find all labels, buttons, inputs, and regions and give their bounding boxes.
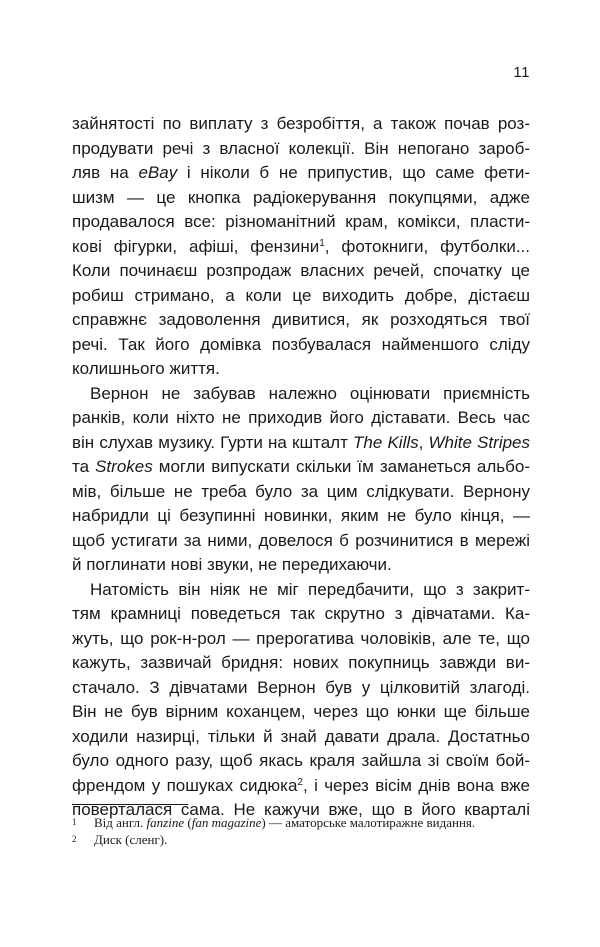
text-run: поверталася сама. Не кажучи вже, що в його кварталі bbox=[72, 800, 530, 819]
text-line bbox=[72, 553, 530, 578]
text-run: Від англ. bbox=[94, 815, 147, 830]
text-run: ) — аматорське малотиражне видання. bbox=[261, 815, 476, 830]
page-number: 11 bbox=[513, 64, 530, 81]
text-line bbox=[72, 186, 530, 211]
paragraph bbox=[72, 578, 530, 823]
text-run: та bbox=[72, 457, 96, 476]
text-run: жуть, що рок-н-рол — прерогатива чоловіків, але те, що bbox=[72, 628, 530, 648]
footnote-mark: 2 bbox=[72, 834, 77, 844]
text-run: френдом у пошуках сидюка bbox=[72, 775, 298, 795]
text-run: ляв на bbox=[72, 163, 139, 182]
text-run: могли випускати скільки їм заманеться альбо- bbox=[152, 457, 530, 476]
text-line bbox=[72, 504, 530, 529]
footnote-separator bbox=[72, 804, 188, 805]
text-line bbox=[72, 749, 530, 774]
text-run: справжнє задоволення дивитися, як розходяться твої bbox=[72, 310, 530, 329]
text-run: мів, більше не треба було за цим слідкувати. Вернону bbox=[72, 481, 530, 501]
footnote-reference: 2 bbox=[297, 776, 303, 788]
text-run: і ніколи б не припустив, що саме фети- bbox=[177, 163, 530, 182]
text-run: кові фігурки, афіші, фензини bbox=[72, 236, 320, 256]
text-run: ( bbox=[184, 815, 192, 830]
text-line bbox=[72, 210, 530, 235]
text-line bbox=[72, 235, 530, 260]
footnote-mark: 1 bbox=[72, 817, 77, 827]
text-run: Вернон не забував належно оцінювати приємність bbox=[90, 383, 530, 403]
italic-term: The Kills bbox=[353, 432, 419, 452]
footnotes bbox=[72, 814, 530, 848]
text-line bbox=[72, 455, 530, 480]
text-line bbox=[72, 627, 530, 652]
italic-term: fanzine bbox=[146, 815, 185, 830]
text-run: , bbox=[418, 432, 429, 452]
footnote-text bbox=[94, 831, 167, 848]
paragraph bbox=[72, 382, 530, 578]
text-line bbox=[72, 676, 530, 701]
text-run: продувати речі з власної колекції. Він непогано зароб- bbox=[72, 138, 530, 158]
footnote-text bbox=[94, 814, 475, 831]
text-line bbox=[72, 284, 530, 309]
text-line bbox=[72, 431, 530, 456]
text-run: він слухав музику. Гурти на кшталт bbox=[72, 432, 354, 452]
text-line bbox=[72, 602, 530, 627]
body-text bbox=[72, 112, 530, 823]
text-run: шизм — це кнопка радіокерування покупцями, адже bbox=[72, 187, 530, 207]
text-run: й поглинати нові звуки, не передихаючи. bbox=[72, 555, 392, 574]
text-run: ходили назирці, тільки й знай давати драла. Достатньо bbox=[72, 726, 530, 746]
text-line bbox=[72, 725, 530, 750]
text-run: кажуть, зазвичай бридня: нових покупниць завжди ви- bbox=[72, 653, 530, 672]
text-run: Він не був вірним коханцем, через що юнки ще більше bbox=[72, 702, 530, 721]
text-line bbox=[72, 480, 530, 505]
text-run: , і через вісім днів вона вже bbox=[302, 775, 530, 795]
paragraph bbox=[72, 112, 530, 382]
text-run: речі. Так його домівка позбувалася найменшого сліду bbox=[72, 334, 530, 354]
text-run: робиш стримано, а коли це виходить добре, дістаєш bbox=[72, 285, 530, 305]
text-line bbox=[72, 529, 530, 554]
text-run: Диск (сленг). bbox=[94, 832, 168, 847]
text-line bbox=[72, 161, 530, 186]
text-run: Натомість він ніяк не міг передбачити, що з закрит- bbox=[90, 579, 530, 599]
text-run: щоб устигати за ними, довелося б розчинитися в мережі bbox=[72, 530, 530, 550]
text-line bbox=[72, 333, 530, 358]
text-run: ранків, коли ніхто не приходив його діставати. Весь час bbox=[72, 408, 530, 427]
text-line bbox=[72, 774, 530, 799]
text-line bbox=[72, 651, 530, 676]
footnote bbox=[72, 814, 530, 831]
text-line bbox=[72, 112, 530, 137]
text-run: продавалося все: різноманітний крам, комікси, пласти- bbox=[72, 212, 530, 231]
text-line bbox=[72, 406, 530, 431]
text-line bbox=[72, 137, 530, 162]
text-line bbox=[72, 357, 530, 382]
text-run: стачало. З дівчатами Вернон був у цілковитій злагоді. bbox=[72, 677, 530, 697]
text-run: зайнятості по виплату з безробіття, а також почав роз- bbox=[72, 114, 530, 133]
italic-term: White Stripes bbox=[428, 432, 531, 452]
footnote bbox=[72, 831, 530, 848]
text-line bbox=[72, 382, 530, 407]
text-run: Коли починаєш розпродаж власних речей, спочатку це bbox=[72, 261, 530, 280]
italic-term: fan magazine bbox=[191, 815, 262, 830]
italic-term: Strokes bbox=[95, 457, 153, 476]
footnote-reference: 1 bbox=[319, 237, 325, 249]
text-run: , фотокниги, футболки... bbox=[324, 236, 531, 256]
text-line bbox=[72, 259, 530, 284]
text-run: було одного разу, щоб якась краля зайшла зі своїм бой- bbox=[72, 751, 530, 770]
text-line bbox=[72, 578, 530, 603]
text-run: тям крамниці поведеться так скрутно з дівчатами. Ка- bbox=[72, 604, 530, 623]
text-line bbox=[72, 700, 530, 725]
text-run: набридли ці безупинні новинки, яким не було кінця, — bbox=[72, 506, 530, 525]
text-line bbox=[72, 308, 530, 333]
text-run: колишнього життя. bbox=[72, 359, 220, 378]
italic-term: eBay bbox=[138, 163, 178, 182]
